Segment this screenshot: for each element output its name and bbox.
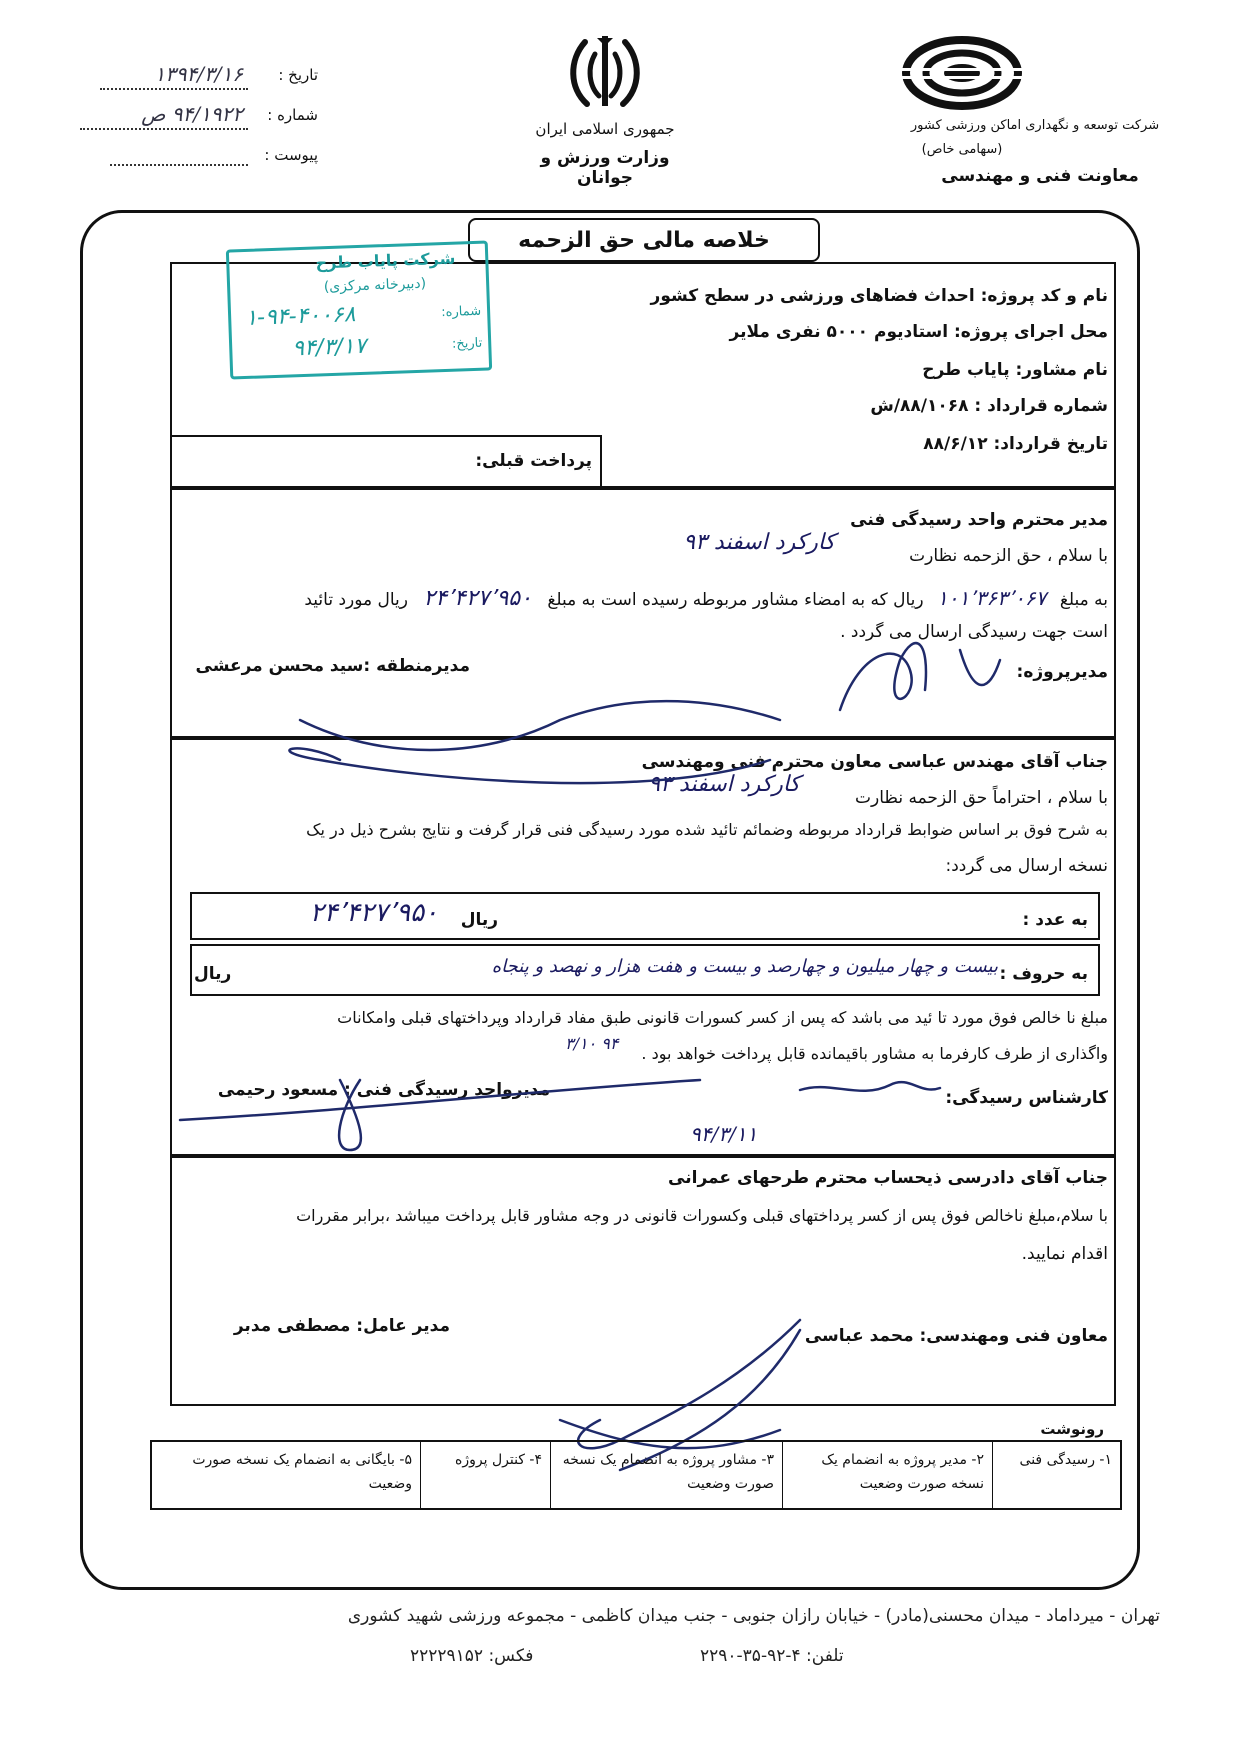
section2-line3: نسخه ارسال می گردد: [945, 856, 1108, 876]
words-label: به حروف : [999, 964, 1088, 984]
number-label: شماره : [267, 106, 318, 124]
section1-greeting: با سلام ، حق الزحمه نظارت [909, 546, 1108, 566]
copy-item-2: ۲- مدیر پروژه به انضمام یک نسخه صورت وضعیت [782, 1442, 992, 1508]
amount-hand: ۱۰۱٬۳۶۳٬۰۶۷ [937, 586, 1047, 610]
section2-line2: به شرح فوق بر اساس ضوابط قرارداد مربوطه وضمائم تائید شده مورد رسیدگی فنی قرار گرفت و نتایج بشرح ذیل در یک [306, 820, 1108, 839]
project-manager-label: مدیرپروژه: [1016, 662, 1108, 682]
section2-hand-fraction: ۳/۱۰ ۹۴ [565, 1034, 619, 1053]
stamp-company: شرکت پایاب طرح [315, 248, 456, 273]
section3-heading: جناب آقای دادرسی ذیحساب محترم طرحهای عمرانی [668, 1168, 1108, 1188]
company-type: (سهامی خاص) [921, 142, 1003, 157]
region-manager-label: مدیرمنطقه :سید محسن مرعشی [195, 656, 470, 676]
section2-hand-date: ۹۴/۳/۱۱ [690, 1122, 758, 1146]
digits-value: ۲۴٬۴۲۷٬۹۵۰ [309, 898, 438, 928]
words-rial-end: ریال [194, 964, 232, 984]
copies-label: رونوشت [1040, 1420, 1104, 1438]
section2-note2: واگذاری از طرف کارفرما به مشاور باقیمانده قابل پرداخت خواهد بود . [641, 1044, 1108, 1063]
footer-phone: تلفن: ۴-۹۲-۳۵-۲۲۹۰ [700, 1646, 844, 1666]
stamp-office: (دبیرخانه مرکزی) [323, 275, 427, 296]
ministry-name: وزارت ورزش و جوانان [540, 148, 670, 188]
copies-table [150, 1440, 1122, 1510]
date-value: ۱۳۹۴/۳/۱۶ [154, 62, 243, 86]
footer-address: تهران - میرداماد - میدان محسنی(مادر) - خیابان رازان جنوبی - جنب میدان کاظمی - مجموعه ورزشی شهید کشوری [347, 1606, 1160, 1626]
copy-item-3: ۳- مشاور پروژه به انضمام یک نسخه صورت وضعیت [550, 1442, 782, 1508]
previous-payment-label: پرداخت قبلی: [475, 451, 592, 471]
project-name: نام و کد پروژه: احداث فضاهای ورزشی در سطح کشور [650, 286, 1108, 306]
section1-heading: مدیر محترم واحد رسیدگی فنی [850, 510, 1108, 530]
digits-label: به عدد : [1022, 910, 1088, 930]
date-label: تاریخ : [278, 66, 318, 84]
approved-hand: ۲۴٬۴۲۷٬۹۵۰ [423, 586, 532, 611]
deputy-signature-label: معاون فنی ومهندسی: محمد عباسی [804, 1326, 1108, 1346]
section2-note1: مبلغ نا خالص فوق مورد تا ئید می باشد که پس از کسر کسورات قانونی طبق مفاد قرارداد وپرداختهای قبلی وامکانات [337, 1008, 1108, 1027]
ceo-signature-label: مدیر عامل: مصطفی مدبر [233, 1316, 450, 1336]
company-name: شرکت توسعه و نگهداری اماکن ورزشی کشور [910, 118, 1160, 133]
copy-item-1: ۱- رسیدگی فنی [992, 1442, 1120, 1508]
contract-number: شماره قرارداد : ۸۸/۱۰۶۸/ش [870, 396, 1108, 416]
stamp-date-label: تاریخ: [451, 335, 483, 352]
contract-date: تاریخ قرارداد: ۸۸/۶/۱۲ [923, 434, 1108, 454]
footer-fax: فکس: ۲۲۲۲۹۱۵۲ [410, 1646, 534, 1666]
section2-greeting-hand: کارکرد اسفند ۹۳ [648, 772, 800, 797]
amount-middle: ریال که به امضاء مشاور مربوطه رسیده است به مبلغ [547, 590, 924, 610]
republic-name: جمهوری اسلامی ایران [535, 120, 675, 138]
section3-line1: با سلام،مبلغ ناخالص فوق پس از کسر پرداختهای قبلی وکسورات قانونی در وجه مشاور قابل پرداخت میباشد ،برابر مقررات [296, 1206, 1108, 1225]
section2-greeting: با سلام ، احتراماً حق الزحمه نظارت [855, 788, 1108, 808]
section1-greeting-hand: کارکرد اسفند ۹۳ [683, 530, 835, 555]
number-value: ۹۴/۱۹۲۲ ص [141, 102, 243, 126]
stamp-date-value: ۹۴/۳/۱۷ [291, 333, 367, 362]
department-name: معاونت فنی و مهندسی [941, 166, 1139, 186]
project-location: محل اجرای پروژه: استادیوم ۵۰۰۰ نفری ملایر [729, 322, 1108, 342]
stamp-number-label: شماره: [441, 303, 482, 321]
stamp-number-value: ۱-۹۴-۴۰۰۶۸ [244, 302, 357, 331]
document-title: خلاصه مالی حق الزحمه [468, 218, 820, 262]
attachment-label: پیوست : [264, 146, 318, 164]
section3-line2: اقدام نمایید. [1021, 1244, 1108, 1264]
consultant-name: نام مشاور: پایاب طرح [922, 360, 1108, 380]
section2-heading: جناب آقای مهندس عباسی معاون محترم فنی ومهندسی [641, 752, 1108, 772]
copy-item-5: ۵- بایگانی به انضمام یک نسخه صورت وضعیت [192, 1452, 412, 1492]
unit-manager-label: مدیرواحد رسیدگی فنی : مسعود رحیمی [217, 1080, 550, 1100]
section1-line3: است جهت رسیدگی ارسال می گردد . [840, 622, 1108, 642]
digits-rial: ریال [460, 910, 498, 930]
words-value: بیست و چهار میلیون و چهارصد و بیست و هفت هزار و نهصد و پنجاه [491, 956, 998, 977]
amount-suffix: ریال مورد تائید [304, 590, 409, 610]
amount-prefix: به مبلغ [1059, 590, 1108, 610]
copy-item-4: ۴- کنترل پروژه [420, 1442, 550, 1508]
reviewer-label: کارشناس رسیدگی: [945, 1088, 1108, 1108]
